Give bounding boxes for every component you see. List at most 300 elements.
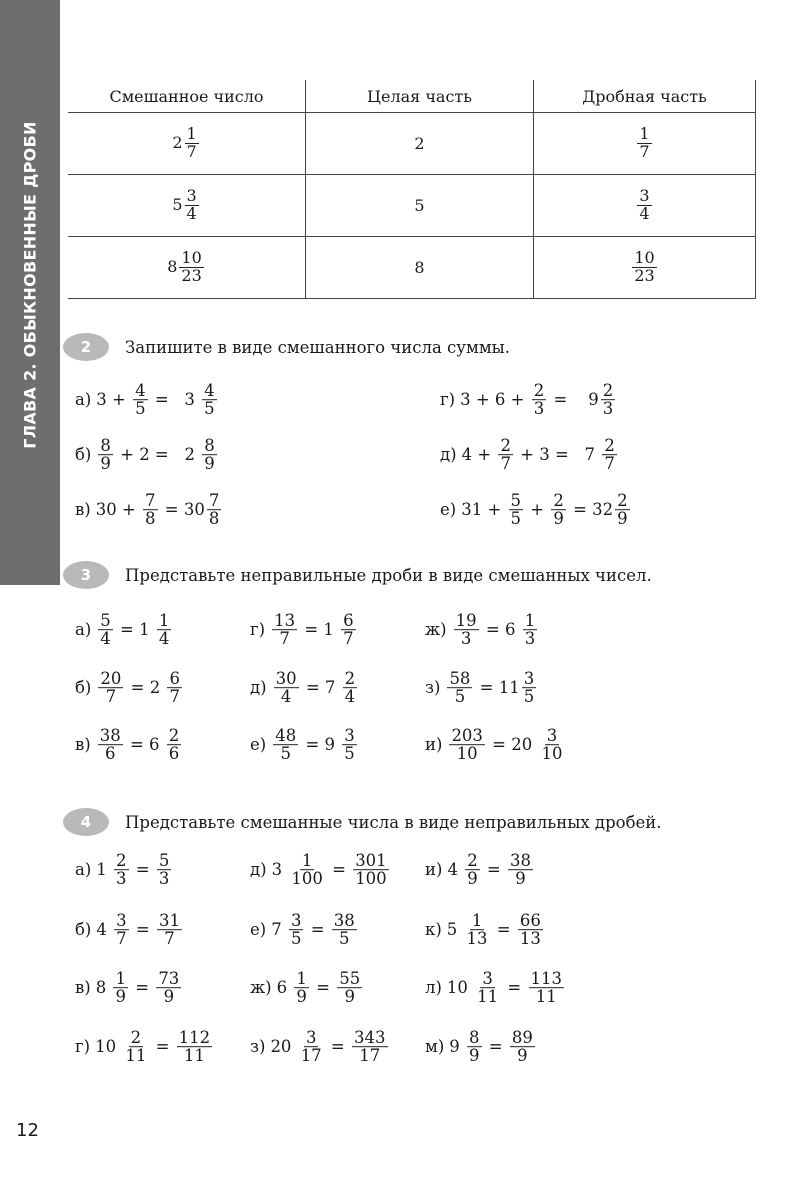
item-label: в) (75, 735, 91, 755)
expression-text: = (129, 978, 155, 998)
header-fraction-part: Дробная часть (534, 80, 756, 113)
numerator: 55 (339, 969, 361, 989)
numerator: 1 (186, 124, 197, 144)
fraction (156, 970, 181, 1006)
mixed-number-cell (68, 175, 306, 237)
fraction (202, 437, 217, 473)
fraction-part-cell (534, 237, 756, 299)
numerator: 203 (451, 726, 483, 746)
numerator: 89 (511, 1028, 533, 1048)
denominator: 8 (208, 509, 220, 529)
fraction (601, 382, 616, 418)
fraction (167, 670, 182, 706)
expression-text: = (326, 860, 352, 880)
denominator: 3 (602, 399, 614, 419)
denominator: 3 (524, 629, 536, 649)
item-label: д) (440, 445, 457, 465)
denominator: 9 (115, 987, 126, 1007)
denominator: 7 (604, 454, 615, 474)
denominator: 11 (477, 987, 499, 1007)
fraction (272, 612, 297, 648)
expression-text: 10 (95, 1037, 122, 1057)
fraction (157, 612, 172, 648)
numerator: 38 (99, 726, 121, 746)
exercise-item (75, 612, 173, 648)
exercise-item (440, 437, 619, 473)
fraction (352, 1029, 388, 1065)
numerator: 58 (449, 669, 471, 689)
fraction (294, 970, 309, 1006)
denominator: 17 (359, 1046, 381, 1066)
expression-text: = (325, 1037, 351, 1057)
expression-text: = 1 (299, 620, 340, 640)
expression-text: = (130, 920, 155, 940)
expression-text: + (525, 500, 550, 520)
numerator: 48 (275, 726, 297, 746)
page-number: 12 (16, 1120, 39, 1141)
fraction (475, 970, 500, 1006)
numerator: 2 (602, 381, 614, 401)
numerator: 13 (274, 611, 296, 631)
denominator: 13 (519, 929, 541, 949)
numerator: 1 (115, 969, 126, 989)
denominator: 5 (510, 509, 522, 529)
denominator: 7 (639, 142, 650, 161)
fraction (447, 670, 472, 706)
denominator: 17 (300, 1046, 322, 1066)
fraction (551, 492, 566, 528)
expression-text: = 11 (474, 678, 520, 698)
item-label: з) (250, 1037, 266, 1057)
task-4-header (63, 808, 662, 836)
numerator: 30 (275, 669, 297, 689)
expression-text: 3 + 6 + (460, 390, 530, 410)
numerator: 6 (169, 669, 180, 689)
denominator: 5 (344, 744, 355, 764)
denominator: 8 (145, 509, 156, 529)
denominator: 23 (634, 266, 655, 285)
denominator: 4 (158, 629, 170, 649)
exercise-item (75, 492, 223, 528)
expression-text: = 3 (149, 390, 201, 410)
exercise-item (75, 727, 183, 763)
expression-text: = (502, 978, 527, 998)
fraction (157, 912, 182, 948)
task-number-badge: 2 (63, 333, 109, 361)
expression-text: = 20 (486, 735, 538, 755)
item-label: м) (425, 1037, 445, 1057)
item-label: в) (75, 500, 91, 520)
denominator: 100 (291, 869, 323, 889)
expression-text: = (483, 1037, 508, 1057)
denominator: 7 (279, 629, 290, 649)
chapter-sidebar (0, 0, 60, 585)
expression-text: = (130, 860, 155, 880)
denominator: 13 (466, 929, 488, 949)
expression-text: 8 (95, 978, 112, 998)
whole-part-cell: 8 (306, 237, 534, 299)
fraction (179, 250, 203, 285)
header-whole-part: Целая часть (306, 80, 534, 113)
denominator: 9 (204, 454, 215, 474)
expression-text: 30 + (95, 500, 142, 520)
exercise-item (75, 852, 173, 888)
numerator: 7 (208, 491, 220, 511)
fraction (522, 670, 537, 706)
numerator: 6 (343, 611, 354, 631)
expression-text: = 32 (567, 500, 614, 520)
numerator: 66 (519, 911, 541, 931)
item-label: в) (75, 978, 91, 998)
numerator: 5 (100, 611, 111, 631)
denominator: 7 (343, 629, 354, 649)
whole-number: 5 (172, 195, 183, 214)
item-label: г) (250, 620, 266, 640)
numerator: 4 (204, 381, 215, 401)
table-row (68, 237, 756, 299)
denominator: 3 (116, 869, 127, 889)
item-label: ж) (425, 620, 447, 640)
expression-text: 31 + (461, 500, 507, 520)
numerator: 3 (186, 186, 197, 206)
expression-text: = 1 (114, 620, 155, 640)
numerator: 5 (510, 491, 522, 511)
fraction (114, 912, 129, 948)
item-label: а) (75, 620, 92, 640)
fraction (510, 1029, 535, 1065)
expression-text: 3 (271, 860, 288, 880)
fraction (341, 612, 356, 648)
expression-text: 3 + (96, 390, 132, 410)
fraction (177, 1029, 213, 1065)
denominator: 3 (460, 629, 472, 649)
fraction (454, 612, 479, 648)
item-label: б) (75, 920, 92, 940)
expression-text: = 9 (300, 735, 341, 755)
expression-text: 4 (447, 860, 464, 880)
numerator: 73 (158, 969, 180, 989)
fraction (299, 1029, 324, 1065)
fraction (353, 852, 389, 888)
item-label: е) (250, 735, 267, 755)
task-title: Представьте смешанные числа в виде неправильных дробей. (125, 812, 662, 832)
fraction (98, 612, 113, 648)
numerator: 8 (100, 436, 111, 456)
exercise-item (75, 382, 219, 418)
item-label: е) (250, 920, 267, 940)
expression-text: + 2 = 2 (114, 445, 201, 465)
numerator: 1 (296, 969, 307, 989)
denominator: 5 (290, 929, 302, 949)
numerator: 2 (168, 726, 180, 746)
denominator: 7 (164, 929, 175, 949)
denominator: 4 (639, 204, 650, 223)
denominator: 100 (355, 869, 387, 889)
item-label: д) (250, 678, 267, 698)
expression-text: = (305, 920, 330, 940)
fraction (637, 188, 651, 223)
numerator: 1 (524, 611, 536, 631)
fraction (157, 852, 172, 888)
numerator: 3 (639, 186, 650, 206)
numerator: 2 (533, 381, 545, 401)
numerator: 4 (135, 381, 146, 401)
denominator: 6 (168, 744, 180, 764)
fraction (615, 492, 630, 528)
fraction (529, 970, 565, 1006)
denominator: 4 (280, 687, 292, 707)
item-label: г) (75, 1037, 91, 1057)
exercise-item (425, 1029, 537, 1065)
numerator: 112 (178, 1028, 211, 1048)
exercise-item (425, 727, 567, 763)
expression-text: + 3 = 7 (514, 445, 601, 465)
denominator: 9 (344, 987, 355, 1007)
denominator: 9 (553, 509, 564, 529)
numerator: 343 (354, 1028, 386, 1048)
fraction (632, 250, 656, 285)
fraction (133, 382, 148, 418)
fraction (273, 727, 298, 763)
numerator: 3 (546, 726, 558, 746)
denominator: 7 (500, 454, 511, 474)
fraction (185, 188, 199, 223)
numerator: 1 (158, 611, 170, 631)
denominator: 5 (135, 399, 146, 419)
chapter-title: ГЛАВА 2. ОБЫКНОВЕННЫЕ ДРОБИ (20, 121, 40, 449)
numerator: 10 (181, 248, 202, 268)
fraction (508, 852, 533, 888)
fraction (143, 492, 158, 528)
fraction (113, 970, 128, 1006)
exercise-item (250, 670, 359, 706)
header-mixed-number: Смешанное число (68, 80, 306, 113)
numerator: 20 (100, 669, 122, 689)
numerator: 301 (355, 851, 387, 871)
numerator: 2 (467, 851, 478, 871)
exercise-item (250, 912, 359, 948)
denominator: 3 (158, 869, 170, 889)
denominator: 3 (533, 399, 545, 419)
fraction (465, 852, 480, 888)
item-label: к) (425, 920, 442, 940)
denominator: 5 (523, 687, 535, 707)
whole-part-cell: 5 (306, 175, 534, 237)
expression-text: = 6 (124, 735, 165, 755)
exercise-item (425, 852, 535, 888)
denominator: 9 (163, 987, 175, 1007)
denominator: 11 (535, 987, 557, 1007)
mixed-number-table (68, 80, 756, 299)
fraction (467, 1029, 482, 1065)
expression-text: = (491, 920, 516, 940)
fraction (98, 727, 123, 763)
numerator: 3 (290, 911, 302, 931)
fraction (207, 492, 222, 528)
expression-text: 7 (271, 920, 287, 940)
exercise-item (440, 492, 632, 528)
exercise-item (425, 912, 545, 948)
denominator: 7 (105, 687, 117, 707)
fraction (342, 727, 357, 763)
numerator: 2 (116, 851, 127, 871)
expression-text: = 7 (300, 678, 341, 698)
exercise-item (440, 382, 617, 418)
fraction (449, 727, 485, 763)
fraction (498, 437, 513, 473)
denominator: 4 (186, 204, 197, 223)
task-number-badge: 3 (63, 561, 109, 589)
expression-text: = 6 (480, 620, 521, 640)
expression-text: = 2 (125, 678, 166, 698)
fraction (518, 912, 543, 948)
denominator: 7 (116, 929, 127, 949)
denominator: 6 (104, 744, 116, 764)
numerator: 3 (523, 669, 535, 689)
exercise-item (425, 970, 566, 1006)
task-title: Представьте неправильные дроби в виде смешанных чисел. (125, 565, 652, 585)
numerator: 2 (130, 1028, 142, 1048)
fraction (343, 670, 358, 706)
whole-number: 2 (172, 133, 183, 152)
denominator: 10 (541, 744, 563, 764)
fraction-part-cell (534, 113, 756, 175)
denominator: 7 (186, 142, 197, 161)
item-label: а) (75, 860, 92, 880)
exercise-item (425, 612, 539, 648)
expression-text: 9 (449, 1037, 466, 1057)
item-label: а) (75, 390, 92, 410)
numerator: 3 (116, 911, 127, 931)
task-title: Запишите в виде смешанного числа суммы. (125, 337, 511, 357)
fraction (202, 382, 217, 418)
numerator: 3 (344, 726, 355, 746)
whole-number: 8 (167, 257, 178, 276)
item-label: з) (425, 678, 441, 698)
fraction (465, 912, 490, 948)
numerator: 2 (344, 669, 356, 689)
numerator: 8 (204, 436, 215, 456)
fraction (98, 437, 113, 473)
exercise-item (75, 970, 183, 1006)
denominator: 23 (181, 266, 202, 285)
denominator: 9 (617, 509, 628, 529)
numerator: 2 (553, 491, 564, 511)
fraction (332, 912, 357, 948)
exercise-item (75, 1029, 214, 1065)
numerator: 38 (333, 911, 355, 931)
numerator: 5 (158, 851, 170, 871)
numerator: 2 (617, 491, 628, 511)
denominator: 11 (183, 1046, 205, 1066)
exercise-item (250, 612, 358, 648)
expression-text: 1 (96, 860, 113, 880)
fraction (540, 727, 565, 763)
expression-text: 4 (96, 920, 113, 940)
item-label: е) (440, 500, 457, 520)
numerator: 2 (604, 436, 615, 456)
exercise-item (250, 727, 359, 763)
fraction (602, 437, 617, 473)
expression-text: = (481, 860, 507, 880)
item-label: б) (75, 445, 92, 465)
exercise-item (75, 437, 219, 473)
item-label: л) (425, 978, 442, 998)
fraction (637, 126, 651, 161)
denominator: 4 (344, 687, 356, 707)
numerator: 10 (634, 248, 655, 268)
mixed-number-cell (68, 237, 306, 299)
numerator: 3 (482, 969, 493, 989)
fraction (123, 1029, 148, 1065)
exercise-item (75, 670, 184, 706)
numerator: 3 (305, 1028, 317, 1048)
numerator: 113 (530, 969, 562, 989)
denominator: 9 (467, 869, 478, 889)
fraction (532, 382, 547, 418)
numerator: 2 (500, 436, 511, 456)
item-label: и) (425, 735, 443, 755)
denominator: 9 (517, 1046, 528, 1066)
item-label: д) (250, 860, 267, 880)
table-row (68, 175, 756, 237)
denominator: 9 (100, 454, 111, 474)
numerator: 31 (158, 911, 180, 931)
exercise-item (250, 970, 364, 1006)
fraction (114, 852, 129, 888)
mixed-number-cell (68, 113, 306, 175)
denominator: 5 (204, 399, 215, 419)
numerator: 7 (145, 491, 156, 511)
numerator: 19 (455, 611, 477, 631)
whole-part-cell: 2 (306, 113, 534, 175)
denominator: 5 (339, 929, 350, 949)
denominator: 4 (100, 629, 111, 649)
task-3-header (63, 561, 652, 589)
fraction (185, 126, 199, 161)
expression-text: = (310, 978, 336, 998)
task-number-badge: 4 (63, 808, 109, 836)
numerator: 1 (471, 911, 483, 931)
table-header-row (68, 80, 756, 113)
numerator: 1 (301, 851, 313, 871)
numerator: 38 (510, 851, 532, 871)
expression-text: 4 + (461, 445, 497, 465)
expression-text: = 30 (159, 500, 205, 520)
fraction (289, 852, 325, 888)
exercise-item (425, 670, 538, 706)
exercise-item (250, 852, 391, 888)
fraction (167, 727, 182, 763)
denominator: 5 (454, 687, 466, 707)
expression-text: 6 (276, 978, 293, 998)
item-label: и) (425, 860, 443, 880)
numerator: 8 (469, 1028, 480, 1048)
table-row (68, 113, 756, 175)
fraction (337, 970, 362, 1006)
item-label: г) (440, 390, 456, 410)
denominator: 10 (456, 744, 478, 764)
denominator: 5 (280, 744, 291, 764)
exercise-item (75, 912, 184, 948)
expression-text: = 9 (548, 390, 599, 410)
numerator: 1 (639, 124, 650, 144)
task-2-header (63, 333, 510, 361)
denominator: 9 (515, 869, 526, 889)
item-label: ж) (250, 978, 272, 998)
denominator: 9 (296, 987, 307, 1007)
expression-text: = (150, 1037, 175, 1057)
